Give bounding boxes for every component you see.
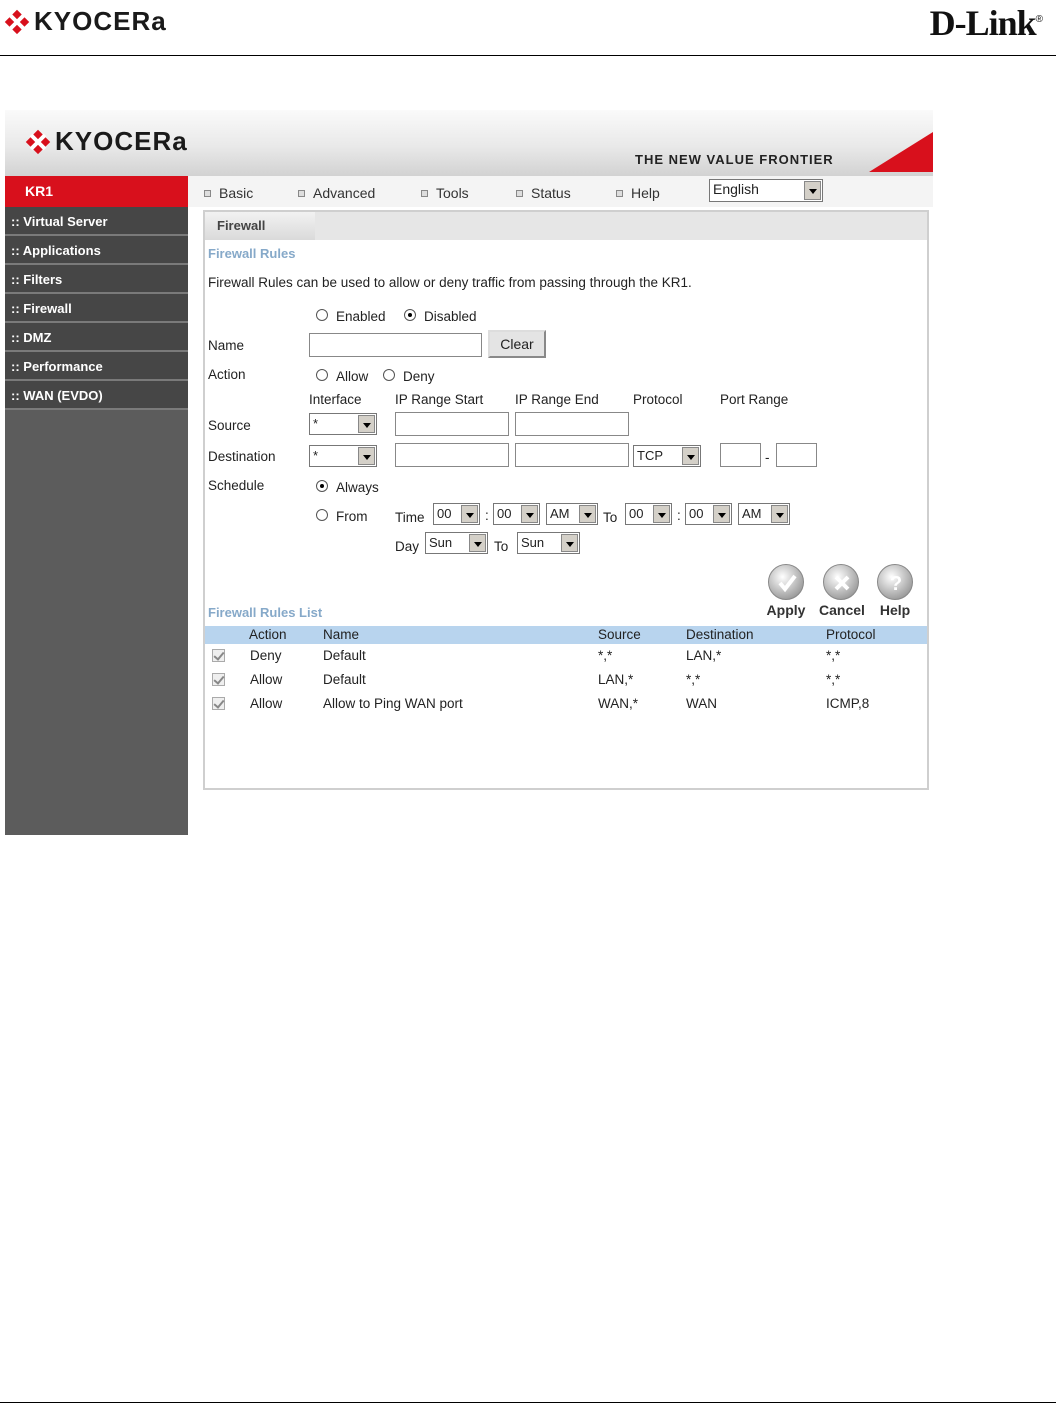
- chevron-down-icon: [682, 447, 699, 465]
- source-label: Source: [208, 418, 251, 433]
- time-colon: :: [677, 508, 681, 523]
- dest-interface-select[interactable]: [309, 445, 377, 467]
- kyocera-logo: [4, 6, 167, 37]
- select-value: Sun: [429, 535, 453, 550]
- question-mark-icon: [877, 564, 913, 600]
- always-radio[interactable]: [316, 480, 328, 492]
- language-select[interactable]: [709, 179, 823, 202]
- banner: [5, 110, 933, 176]
- rule-checkbox[interactable]: [212, 697, 225, 710]
- allow-radio[interactable]: [316, 369, 328, 381]
- sidebar-item-firewall[interactable]: :: Firewall: [5, 294, 188, 323]
- select-value: AM: [742, 506, 762, 521]
- to-minute-select[interactable]: [685, 503, 732, 525]
- select-value: 00: [437, 506, 452, 521]
- row-source: LAN,*: [598, 672, 634, 687]
- sidebar-item-wan-evdo[interactable]: :: WAN (EVDO): [5, 381, 188, 410]
- firewall-panel: [203, 210, 929, 790]
- chevron-down-icon: [461, 505, 478, 523]
- row-source: WAN,*: [598, 696, 638, 711]
- day-label: Day: [395, 539, 420, 554]
- enabled-radio[interactable]: [316, 309, 328, 321]
- row-destination: WAN: [686, 696, 717, 711]
- to-ampm-select[interactable]: [738, 503, 790, 525]
- red-swoosh-decoration: [833, 132, 933, 172]
- from-label: From: [336, 509, 368, 524]
- deny-radio[interactable]: [383, 369, 395, 381]
- col-protocol: Protocol: [633, 392, 683, 407]
- nav-label: Status: [531, 185, 571, 201]
- bullet-icon: [616, 190, 623, 197]
- clear-button[interactable]: Clear: [488, 330, 546, 358]
- rules-list-header: [205, 626, 927, 644]
- enabled-label: Enabled: [336, 309, 386, 324]
- header-destination: Destination: [686, 627, 754, 642]
- chevron-down-icon: [579, 505, 596, 523]
- description: Firewall Rules can be used to allow or deny traffic from passing through the KR1.: [208, 275, 692, 290]
- top-nav: [188, 176, 933, 207]
- header-action: Action: [249, 627, 287, 642]
- row-destination: *,*: [686, 672, 701, 687]
- disabled-radio[interactable]: [404, 309, 416, 321]
- cancel-button[interactable]: [819, 564, 863, 618]
- nav-basic[interactable]: [204, 185, 253, 201]
- time-to-label: To: [603, 510, 618, 525]
- name-label: Name: [208, 338, 245, 353]
- sidebar-item-virtual-server[interactable]: :: Virtual Server: [5, 207, 188, 236]
- checkmark-icon: [768, 564, 804, 600]
- kyocera-mark-icon: [25, 129, 51, 155]
- banner-tagline: THE NEW VALUE FRONTIER: [635, 152, 834, 167]
- from-day-select[interactable]: [425, 532, 488, 554]
- dest-ip-start-input[interactable]: [395, 443, 509, 467]
- to-hour-select[interactable]: [625, 503, 672, 525]
- help-button[interactable]: [873, 564, 917, 618]
- row-name[interactable]: Default: [323, 648, 366, 663]
- banner-wordmark: KYOCERa: [55, 126, 188, 156]
- always-label: Always: [336, 480, 379, 495]
- col-ip-range-start: IP Range Start: [395, 392, 484, 407]
- rule-checkbox[interactable]: [212, 673, 225, 686]
- time-colon: :: [485, 508, 489, 523]
- dlink-wordmark: D-Link: [929, 3, 1036, 43]
- header-protocol: Protocol: [826, 627, 876, 642]
- bullet-icon: [204, 190, 211, 197]
- chevron-down-icon: [713, 505, 730, 523]
- destination-label: Destination: [208, 449, 276, 464]
- sidebar-item-applications[interactable]: :: Applications: [5, 236, 188, 265]
- registered-mark: ®: [1035, 14, 1042, 25]
- bullet-icon: [421, 190, 428, 197]
- header-name: Name: [323, 627, 360, 642]
- select-value: AM: [550, 506, 570, 521]
- kyocera-mark-icon: [4, 9, 30, 35]
- day-to-label: To: [494, 539, 509, 554]
- device-name: KR1: [5, 176, 188, 207]
- close-icon: [823, 564, 859, 600]
- select-value: *: [313, 416, 319, 431]
- nav-label: Advanced: [313, 185, 376, 201]
- row-protocol: *,*: [826, 648, 841, 663]
- help-label: Help: [879, 602, 911, 618]
- row-protocol: ICMP,8: [826, 696, 870, 711]
- rule-checkbox[interactable]: [212, 649, 225, 662]
- col-interface: Interface: [309, 392, 362, 407]
- sidebar: [5, 207, 188, 835]
- header-source: Source: [598, 627, 641, 642]
- col-ip-range-end: IP Range End: [515, 392, 599, 407]
- document-header: [0, 0, 1056, 56]
- dest-ip-end-input[interactable]: [515, 443, 629, 467]
- to-day-select[interactable]: [517, 532, 580, 554]
- port-end-input[interactable]: [776, 443, 817, 467]
- select-value: *: [313, 448, 319, 463]
- row-action: Deny: [250, 648, 282, 663]
- dest-protocol-select[interactable]: [633, 445, 701, 467]
- chevron-down-icon: [358, 447, 375, 465]
- row-name[interactable]: Default: [323, 672, 366, 687]
- from-ampm-select[interactable]: [546, 503, 598, 525]
- port-dash: -: [765, 450, 770, 465]
- port-start-input[interactable]: [720, 443, 761, 467]
- sidebar-item-dmz[interactable]: :: DMZ: [5, 323, 188, 352]
- select-value: 00: [629, 506, 644, 521]
- router-screenshot: [5, 110, 933, 835]
- svg-text:?: ?: [889, 573, 903, 595]
- nav-advanced[interactable]: [298, 185, 375, 201]
- nav-label: Help: [631, 185, 660, 201]
- nav-tools[interactable]: [421, 185, 469, 201]
- select-value: Sun: [521, 535, 545, 550]
- select-value: TCP: [637, 448, 663, 463]
- row-protocol: *,*: [826, 672, 841, 687]
- col-port-range: Port Range: [720, 392, 789, 407]
- tab-strip: [315, 212, 927, 240]
- source-ip-end-input[interactable]: [515, 412, 629, 436]
- section-title: Firewall Rules: [208, 246, 296, 261]
- source-interface-select[interactable]: [309, 413, 377, 435]
- nav-status[interactable]: [516, 185, 571, 201]
- schedule-label: Schedule: [208, 478, 265, 493]
- row-action: Allow: [250, 672, 283, 687]
- chevron-down-icon: [653, 505, 670, 523]
- nav-label: Basic: [219, 185, 254, 201]
- row-name[interactable]: Allow to Ping WAN port: [323, 696, 463, 711]
- from-minute-select[interactable]: [493, 503, 540, 525]
- sidebar-item-performance[interactable]: :: Performance: [5, 352, 188, 381]
- select-value: 00: [497, 506, 512, 521]
- nav-label: Tools: [436, 185, 469, 201]
- chevron-down-icon: [521, 505, 538, 523]
- apply-button[interactable]: [764, 564, 808, 618]
- row-destination: LAN,*: [686, 648, 722, 663]
- deny-label: Deny: [403, 369, 435, 384]
- from-hour-select[interactable]: [433, 503, 480, 525]
- sidebar-item-filters[interactable]: :: Filters: [5, 265, 188, 294]
- bullet-icon: [298, 190, 305, 197]
- source-ip-start-input[interactable]: [395, 412, 509, 436]
- from-radio[interactable]: [316, 509, 328, 521]
- language-value: English: [713, 181, 759, 197]
- panel-tab: [205, 212, 927, 240]
- action-label: Action: [208, 367, 246, 382]
- chevron-down-icon: [561, 534, 578, 552]
- chevron-down-icon: [771, 505, 788, 523]
- bullet-icon: [516, 190, 523, 197]
- chevron-down-icon: [358, 415, 375, 433]
- name-input[interactable]: [309, 333, 482, 357]
- dlink-logo: [930, 2, 1042, 44]
- nav-help[interactable]: [616, 185, 660, 201]
- tab-firewall: Firewall: [217, 218, 266, 233]
- select-value: 00: [689, 506, 704, 521]
- banner-logo: [25, 126, 188, 157]
- chevron-down-icon: [469, 534, 486, 552]
- time-label: Time: [395, 510, 425, 525]
- footer-rule: [0, 1402, 1056, 1403]
- chevron-down-icon: [804, 181, 821, 200]
- row-action: Allow: [250, 696, 283, 711]
- row-source: *,*: [598, 648, 613, 663]
- disabled-label: Disabled: [424, 309, 477, 324]
- cancel-label: Cancel: [819, 602, 865, 618]
- rules-list-title: Firewall Rules List: [208, 605, 323, 620]
- kyocera-wordmark: KYOCERa: [34, 6, 167, 36]
- apply-label: Apply: [766, 602, 806, 618]
- allow-label: Allow: [336, 369, 369, 384]
